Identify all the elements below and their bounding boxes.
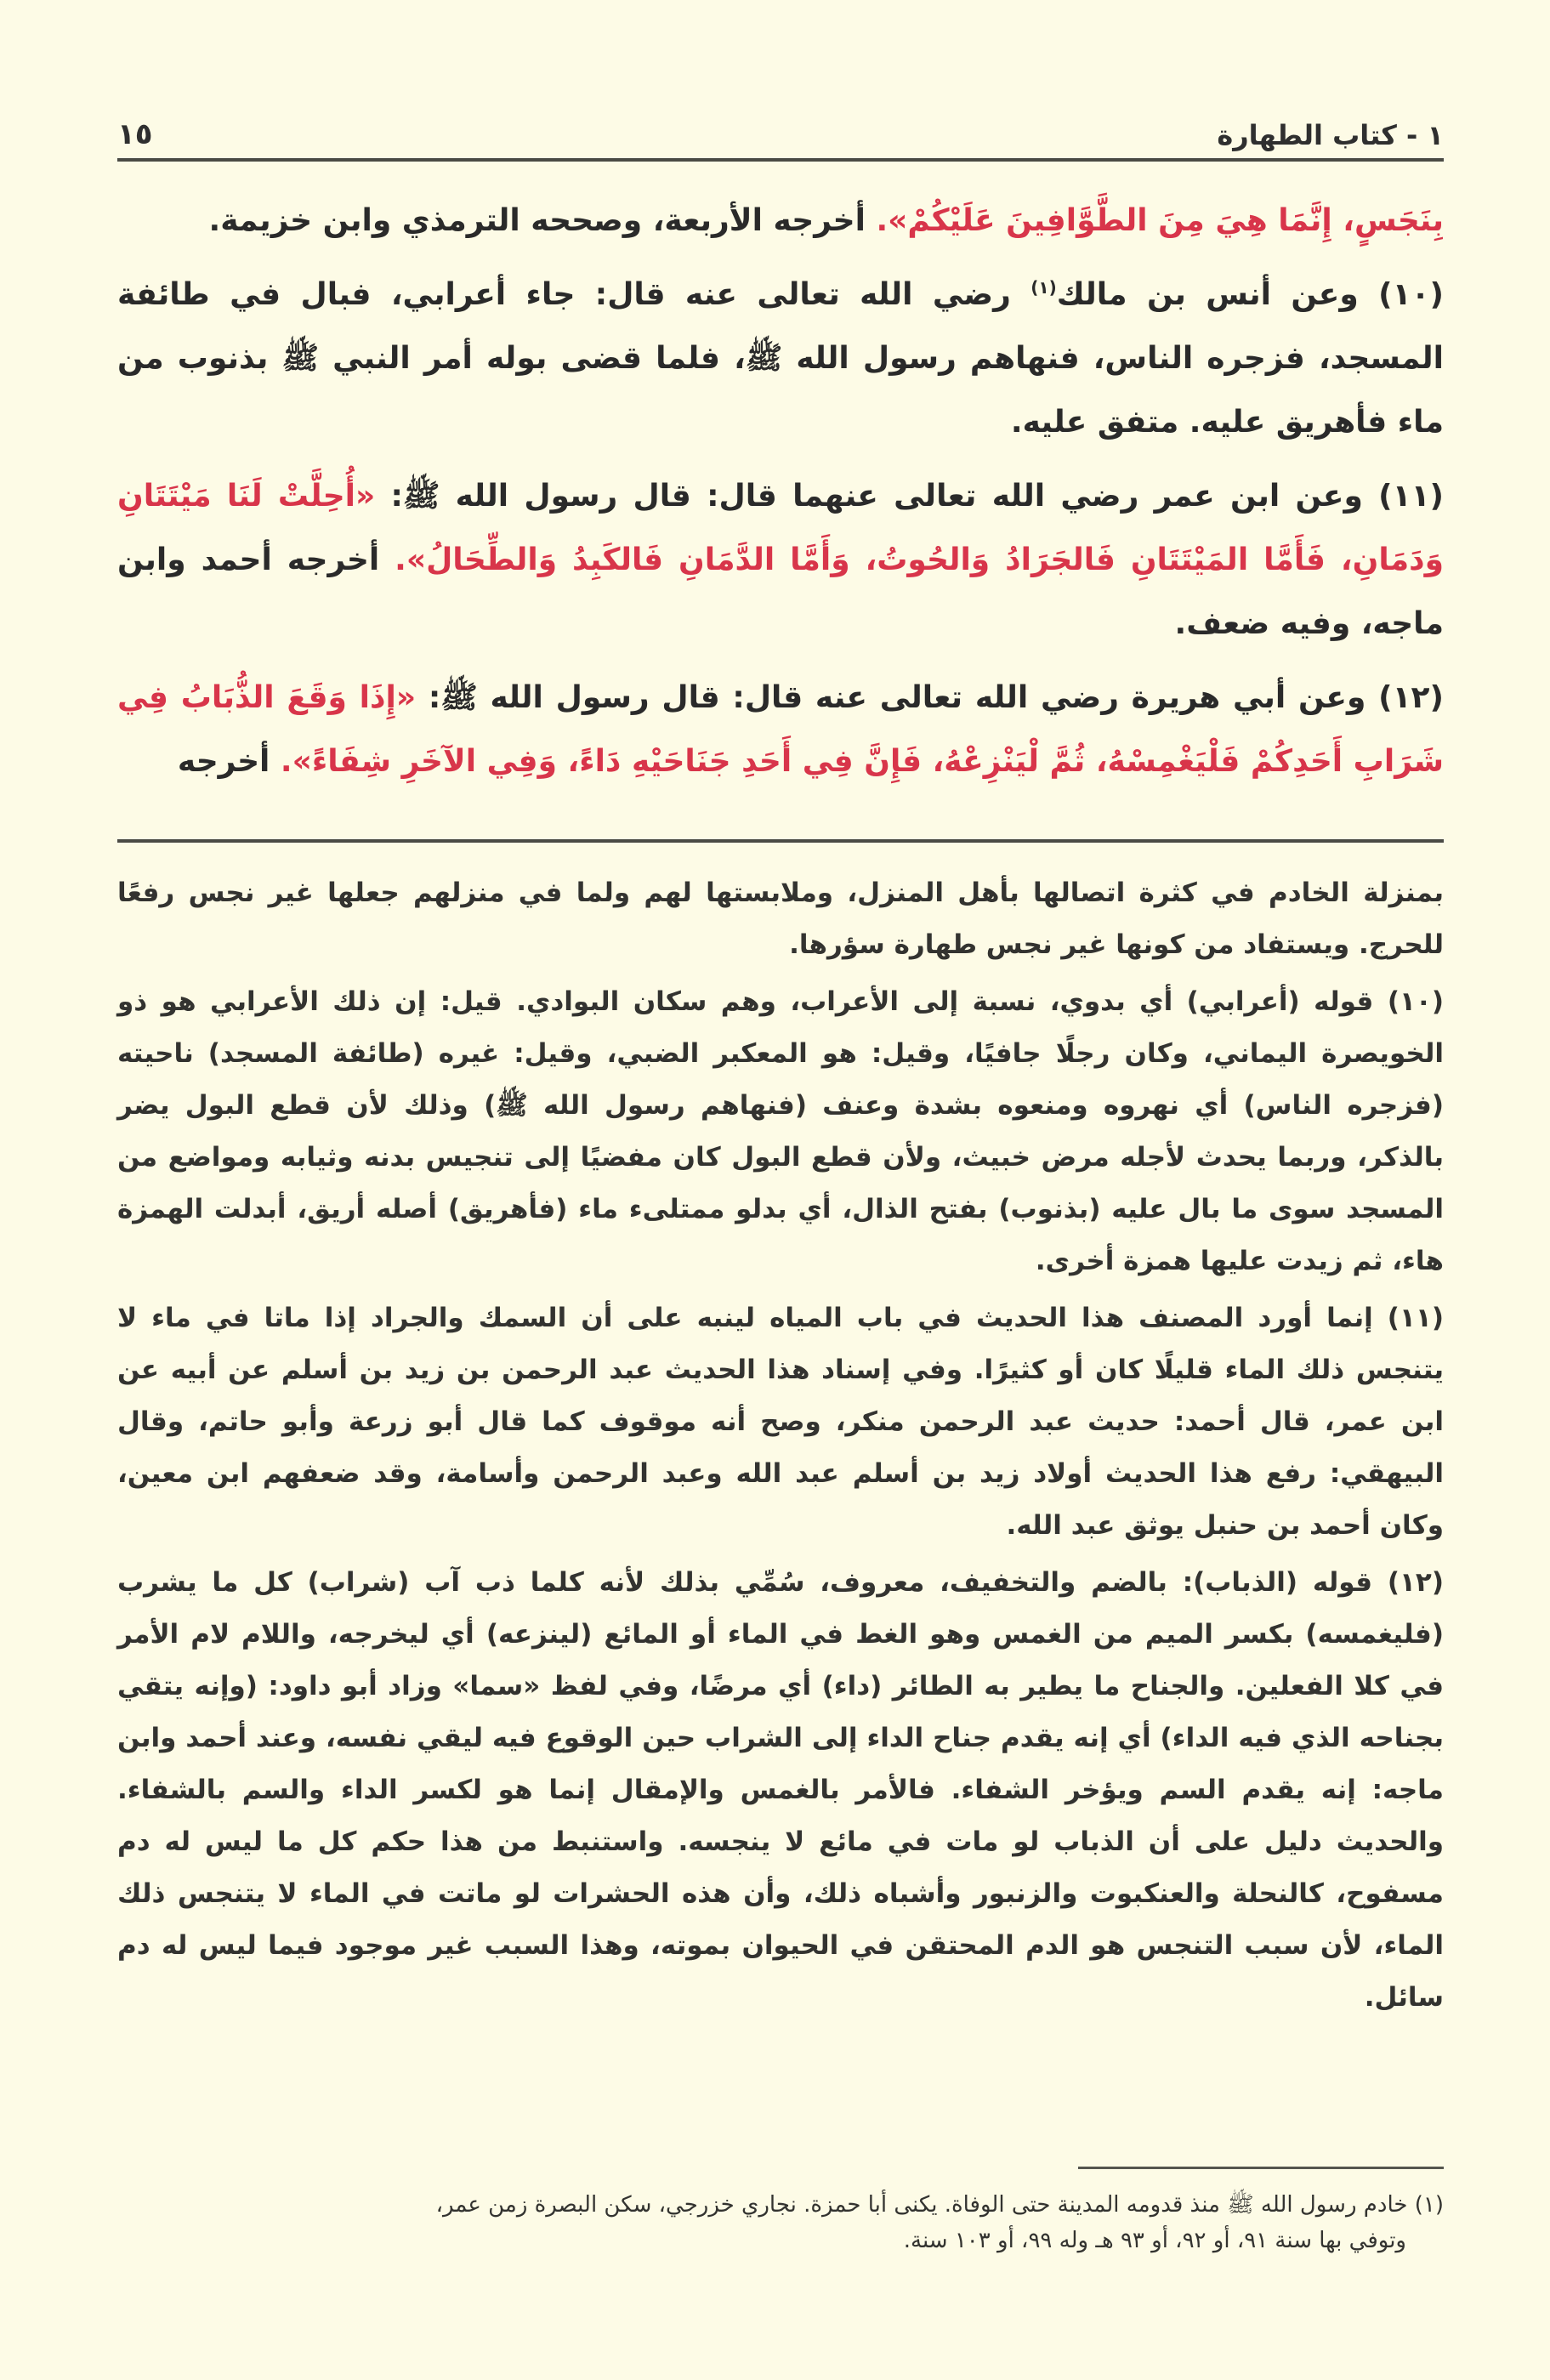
- footnote-ref[interactable]: (١): [1030, 277, 1057, 298]
- main-text: [117, 189, 1444, 804]
- hadith-12: [117, 666, 1444, 793]
- chapter-title: ١ - كتاب الطهارة: [1217, 119, 1444, 151]
- hadith-quote: «أُحِلَّتْ لَنَا مَيْتَتَانِ وَدَمَانِ، فَأَمَّا المَيْتَتَانِ فَالجَرَادُ وَالحُوتُ، وَأَمَّا الدَّمَانِ فَالكَبِدُ وَالطِّحَالُ».: [117, 479, 1444, 577]
- takhrij-text: أخرجه أحمد وابن ماجه، وفيه ضعف.: [117, 542, 1444, 641]
- hadith-quote: بِنَجَسٍ، إِنَّمَا هِيَ مِنَ الطَّوَّافِينَ عَلَيْكُمْ».: [876, 203, 1444, 238]
- hadith-number: (١٢): [1378, 680, 1444, 715]
- commentary: [117, 867, 1444, 2029]
- header-rule: [117, 158, 1444, 162]
- hadith-text: وعن أنس بن مالك: [1056, 277, 1379, 312]
- takhrij-text: أخرجه الأربعة، وصححه الترمذي وابن خزيمة.: [208, 203, 877, 238]
- takhrij-text: أخرجه: [177, 744, 281, 779]
- commentary-12: (١٢) قوله (الذباب): بالضم والتخفيف، معروف، سُمِّي بذلك لأنه كلما ذب آب (شراب) كل ما يشرب (فليغمسه) بكسر الميم من الغمس وهو الغط في الماء أو المائع (لينزعه) أي ليخرجه، واللام لام الأمر في كلا الفعلين. والجناح ما يطير به الطائر (داء) أي مرضًا، وفي لفظ «سما» وزاد أبو داود: (وإنه يتقي بجناحه الذي فيه الداء) أي إنه يقدم جناح الداء إلى الشراب حين الوقوع فيه ليقي نفسه، وعند أحمد وابن ماجه: إنه يقدم السم ويؤخر الشفاء. فالأمر بالغمس والإمقال إنما هو لكسر الداء والسم بالشفاء. والحديث دليل على أن الذباب لو مات في مائع لا ينجسه. واستنبط من هذا حكم كل ما ليس له دم مسفوح، كالنحلة والعنكبوت والزنبور وأشباه ذلك، وأن هذه الحشرات لو ماتت في الماء لا يتنجس ذلك الماء، لأن سبب التنجس هو الدم المحتقن في الحيوان بموته، وهذا السبب غير موجود فيما ليس له دم سائل.: [117, 1567, 1444, 2013]
- hadith-text: وعن ابن عمر رضي الله تعالى عنهما قال: قال رسول الله ﷺ:: [375, 479, 1379, 514]
- commentary-continuation: بمنزلة الخادم في كثرة اتصالها بأهل المنزل، وملابستها لهم ولما في منزلهم جعلها غير نجس رفعًا للحرج. ويستفاد من كونها غير نجس طهارة سؤرها.: [117, 878, 1444, 960]
- commentary-10: (١٠) قوله (أعرابي) أي بدوي، نسبة إلى الأعراب، وهم سكان البوادي. قيل: إن ذلك الأعرابي هو ذو الخويصرة اليماني، وكان رجلًا جافيًا، وقيل: هو المعكبر الضبي، وقيل: غيره (طائفة المسجد) ناحيته (فزجره الناس) أي نهروه ومنعوه بشدة وعنف (فنهاهم رسول الله ﷺ) وذلك لأن قطع البول يضر بالذكر، وربما يحدث لأجله مرض خبيث، ولأن قطع البول كان مفضيًا إلى تنجيس بدنه وثيابه ومواضع من المسجد سوى ما بال عليه (بذنوب) بفتح الذال، أي بدلو ممتلىء ماء (فأهريق) أصله أريق، أبدلت الهمزة هاء، ثم زيدت عليها همزة أخرى.: [117, 986, 1444, 1276]
- hadith-9-ending: [117, 189, 1444, 253]
- hadith-10: [117, 263, 1444, 454]
- footnote-1-line-1: (١) خادم رسول الله ﷺ منذ قدومه المدينة حتى الوفاة. يكنى أبا حمزة. نجاري خزرجي، سكن البصرة زمن عمر،: [435, 2192, 1444, 2218]
- footnote-divider: [1078, 2167, 1444, 2169]
- page-number: ١٥: [117, 117, 153, 151]
- commentary-11: (١١) إنما أورد المصنف هذا الحديث في باب المياه لينبه على أن السمك والجراد إذا ماتا في ماء لا يتنجس ذلك الماء قليلًا كان أو كثيرًا. وفي إسناد هذا الحديث عبد الرحمن بن زيد بن أسلم عن أبيه عن ابن عمر، قال أحمد: حديث عبد الرحمن منكر، وصح أنه موقوف كما قال أبو زرعة وأبو حاتم، وقال البيهقي: رفع هذا الحديث أولاد زيد بن أسلم عبد الله وعبد الرحمن وأسامة، وقد ضعفهم ابن معين، وكان أحمد بن حنبل يوثق عبد الله.: [117, 1303, 1444, 1541]
- hadith-quote: «إِذَا وَقَعَ الذُّبَابُ فِي شَرَابِ أَحَدِكُمْ فَلْيَغْمِسْهُ، ثُمَّ لْيَنْزِعْهُ، فَإِنَّ فِي أَحَدِ جَنَاحَيْهِ دَاءً، وَفِي الآخَرِ شِفَاءً».: [117, 680, 1444, 779]
- hadith-number: (١٠): [1378, 277, 1444, 312]
- hadith-text: رضي الله تعالى عنه قال: جاء أعرابي، فبال في طائفة المسجد، فزجره الناس، فنهاهم رسول الله ﷺ، فلما قضى بوله أمر النبي ﷺ بذنوب من ماء فأهريق عليه. متفق عليه.: [117, 277, 1444, 440]
- commentary-divider: [117, 839, 1444, 843]
- footnote-1-line-2: وتوفي بها سنة ٩١، أو ٩٢، أو ٩٣ هـ وله ٩٩، أو ١٠٣ سنة.: [903, 2228, 1406, 2253]
- hadith-number: (١١): [1378, 479, 1444, 514]
- footnotes: [117, 2187, 1444, 2258]
- running-head: [117, 109, 1444, 151]
- hadith-11: [117, 464, 1444, 656]
- hadith-text: وعن أبي هريرة رضي الله تعالى عنه قال: قال رسول الله ﷺ:: [416, 680, 1379, 715]
